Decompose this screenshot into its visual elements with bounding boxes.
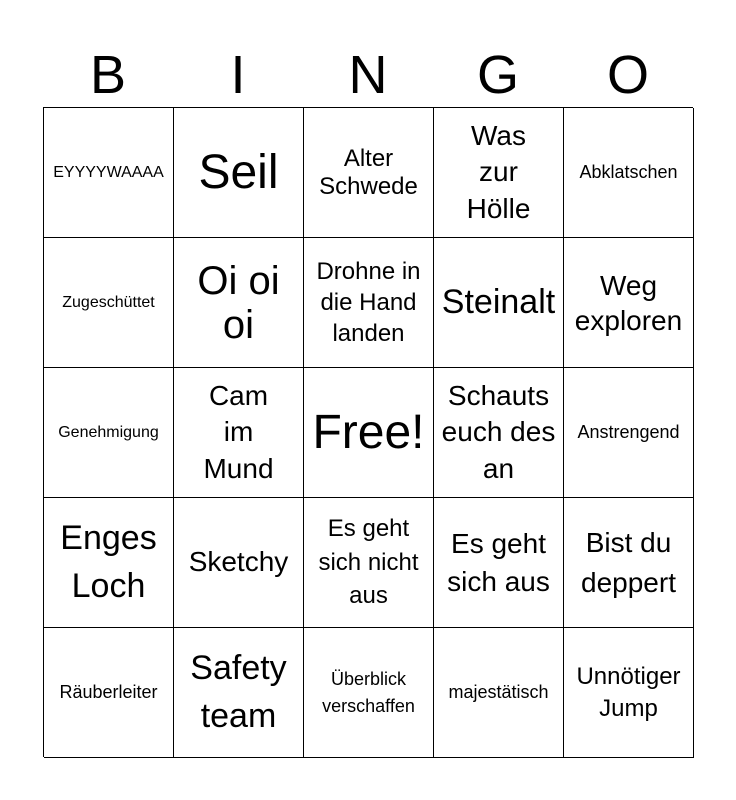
bingo-cell[interactable] [304, 108, 434, 238]
cell-text: Steinalt [441, 282, 556, 321]
cell-text: Überblick verschaffen [322, 669, 415, 716]
bingo-cell[interactable] [434, 108, 564, 238]
bingo-cell[interactable] [304, 628, 434, 758]
cell-text: majestätisch [448, 682, 549, 703]
cell-text: Oi oi oi [197, 258, 280, 347]
cell-text: Anstrengend [577, 422, 680, 443]
bingo-cell[interactable] [304, 238, 434, 368]
bingo-cell[interactable] [174, 368, 304, 498]
cell-text: Es geht sich nicht aus [318, 515, 419, 610]
cell-text: Sketchy [188, 546, 289, 578]
cell-text: Unnötiger Jump [576, 663, 681, 722]
cell-text: Zugeschüttet [62, 293, 155, 311]
bingo-cell[interactable] [564, 368, 694, 498]
bingo-cell[interactable] [174, 628, 304, 758]
bingo-cell[interactable] [434, 368, 564, 498]
bingo-cell[interactable] [434, 628, 564, 758]
bingo-cell[interactable] [44, 498, 174, 628]
cell-text: Was zur Hölle [466, 119, 531, 224]
bingo-cell[interactable] [564, 498, 694, 628]
bingo-header [43, 42, 693, 108]
bingo-cell[interactable] [304, 368, 434, 498]
bingo-cell[interactable] [44, 238, 174, 368]
bingo-cell[interactable] [44, 628, 174, 758]
bingo-cell[interactable] [44, 368, 174, 498]
bingo-cell[interactable] [304, 498, 434, 628]
bingo-cell[interactable] [434, 498, 564, 628]
bingo-cell[interactable] [174, 108, 304, 238]
bingo-cell[interactable] [564, 108, 694, 238]
bingo-cell[interactable] [434, 238, 564, 368]
cell-text: Enges Loch [60, 518, 157, 605]
cell-text: Cam im Mund [203, 379, 274, 484]
cell-text: Abklatschen [579, 162, 678, 183]
cell-text: Safety team [190, 648, 287, 735]
cell-text: Schauts euch des an [441, 379, 556, 484]
cell-text: Weg exploren [574, 269, 683, 336]
bingo-cell[interactable] [174, 238, 304, 368]
cell-text: Räuberleiter [59, 682, 158, 703]
bingo-card-grid [43, 107, 693, 757]
bingo-cell[interactable] [564, 628, 694, 758]
cell-text: Bist du deppert [581, 527, 676, 598]
cell-text: Es geht sich aus [447, 527, 550, 597]
header-letter-o: O [606, 45, 649, 105]
bingo-cell[interactable] [44, 108, 174, 238]
header-letter-n: N [348, 45, 388, 105]
cell-text: Seil [198, 145, 279, 199]
header-letter-b: B [89, 45, 127, 105]
cell-text: Free! [312, 405, 425, 459]
header-letter-g: G [476, 45, 519, 105]
cell-text: EYYYYWAAAA [53, 163, 164, 181]
cell-text: Drohne in die Hand landen [316, 257, 421, 348]
header-letter-i: I [230, 45, 246, 105]
bingo-cell[interactable] [174, 498, 304, 628]
cell-text: Alter Schwede [319, 144, 418, 200]
bingo-cell[interactable] [564, 238, 694, 368]
cell-text: Genehmigung [58, 423, 159, 441]
